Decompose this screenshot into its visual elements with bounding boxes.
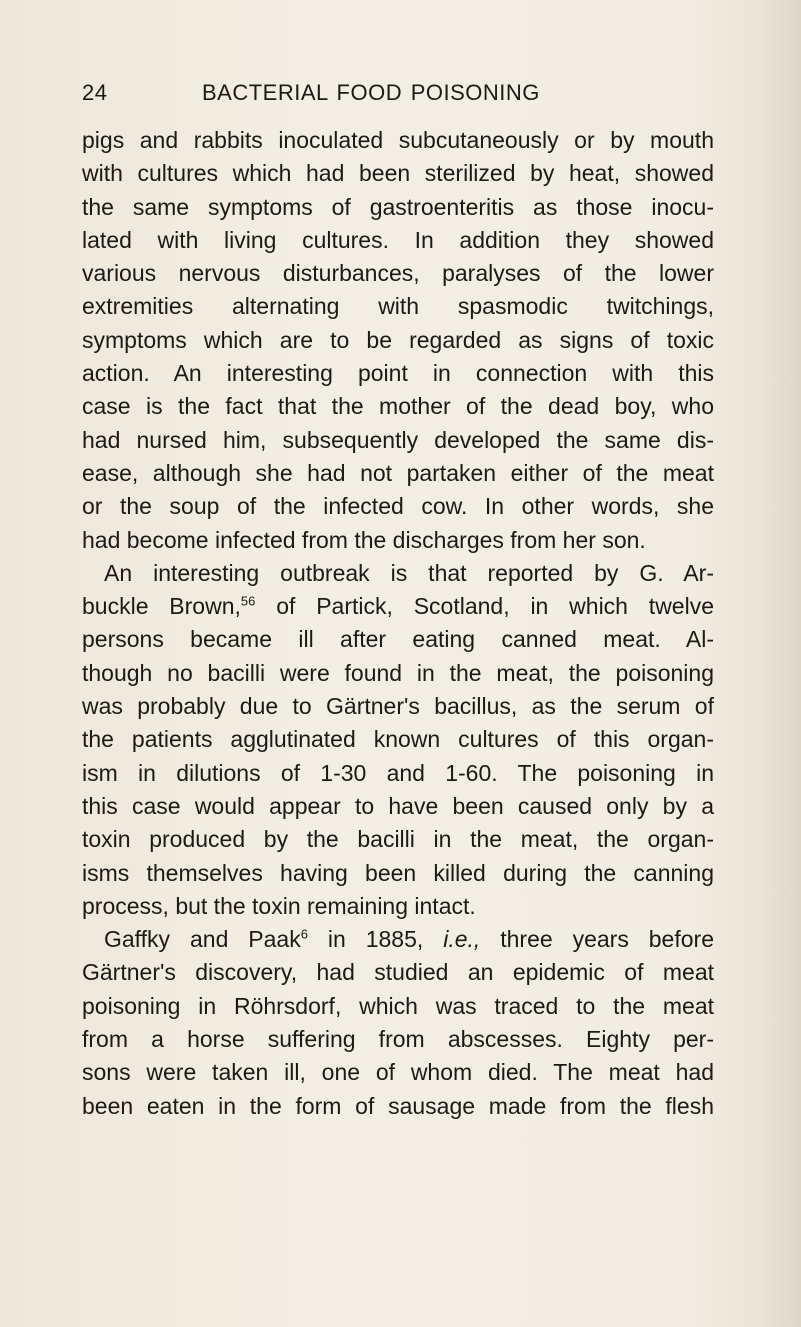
text-line: with cultures which had been sterilized by heat, showed bbox=[82, 160, 714, 187]
running-head bbox=[82, 80, 722, 114]
text-line: extremities alternating with spasmodic twitchings, bbox=[82, 293, 714, 320]
text-fragment: buckle Brown, bbox=[82, 593, 241, 620]
footnote-reference: 6 bbox=[300, 926, 308, 942]
text-line: been eaten in the form of sausage made from the flesh bbox=[82, 1092, 714, 1119]
text-line: the same symptoms of gastroenteritis as those inocu- bbox=[82, 193, 714, 220]
text-line: Gärtner's discovery, had studied an epidemic of meat bbox=[82, 959, 714, 986]
text-line: though no bacilli were found in the meat, the poisoning bbox=[82, 659, 714, 686]
text-line: symptoms which are to be regarded as signs of toxic bbox=[82, 326, 714, 353]
text-line: was probably due to Gärtner's bacillus, as the serum of bbox=[82, 693, 714, 720]
running-title: BACTERIAL FOOD POISONING bbox=[202, 80, 540, 105]
text-fragment: Gaffky and Paak bbox=[104, 926, 301, 953]
text-line: this case would appear to have been caused only by a bbox=[82, 792, 714, 819]
paragraph-start-line: An interesting outbreak is that reported by G. Ar- bbox=[104, 559, 714, 586]
text-line: from a horse suffering from abscesses. Eighty per- bbox=[82, 1026, 714, 1053]
text-line: process, but the toxin remaining intact. bbox=[82, 892, 476, 919]
text-fragment: in 1885, bbox=[307, 926, 444, 953]
text-line: the patients agglutinated known cultures of this organ- bbox=[82, 726, 714, 753]
text-line: case is the fact that the mother of the dead boy, who bbox=[82, 393, 714, 420]
text-line: persons became ill after eating canned meat. Al- bbox=[82, 626, 714, 653]
text-line: ism in dilutions of 1-30 and 1-60. The poisoning in bbox=[82, 759, 714, 786]
text-line: had become infected from the discharges from her son. bbox=[82, 526, 646, 553]
text-line: had nursed him, subsequently developed the same dis- bbox=[82, 426, 714, 453]
text-fragment: of Partick, Scotland, in which twelve bbox=[255, 593, 714, 620]
text-line: pigs and rabbits inoculated subcutaneously or by mouth bbox=[82, 127, 714, 153]
text-line: ease, although she had not partaken either of the meat bbox=[82, 459, 714, 486]
text-line: lated with living cultures. In addition they showed bbox=[82, 226, 714, 253]
text-line: or the soup of the infected cow. In other words, she bbox=[82, 493, 714, 520]
footnote-reference: 56 bbox=[240, 593, 256, 609]
text-fragment: three years before bbox=[480, 926, 714, 953]
text-line: toxin produced by the bacilli in the meat, the organ- bbox=[82, 826, 714, 853]
text-line-with-reference bbox=[82, 590, 714, 623]
italic-abbreviation: i.e., bbox=[443, 926, 481, 953]
text-line: poisoning in Röhrsdorf, which was traced to the meat bbox=[82, 992, 714, 1019]
paragraph-start-line-with-reference bbox=[82, 923, 714, 956]
page-number: 24 bbox=[82, 80, 108, 105]
body-text bbox=[82, 124, 714, 1123]
text-line: isms themselves having been killed during the canning bbox=[82, 859, 714, 886]
text-line: various nervous disturbances, paralyses of the lower bbox=[82, 260, 714, 287]
page-edge-shadow bbox=[761, 0, 801, 1327]
text-line: action. An interesting point in connection with this bbox=[82, 360, 714, 387]
text-line: sons were taken ill, one of whom died. The meat had bbox=[82, 1059, 714, 1086]
